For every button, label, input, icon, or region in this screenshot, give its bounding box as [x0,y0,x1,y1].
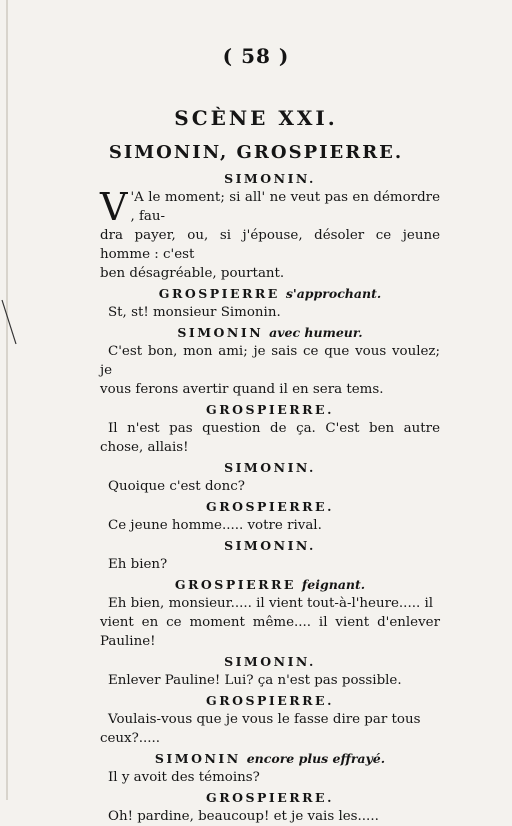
speaker-heading [100,536,440,555]
dialogue-line [100,710,440,729]
line-text: Eh bien? [108,557,168,572]
line-text: Voulais-vous que je vous le fasse dire par tous [108,712,421,727]
line-text: ceux?..... [100,731,161,746]
line-text: C'est bon, mon ami; je sais ce que vous voulez; je [100,344,440,378]
dialogue-line [100,419,440,457]
dialogue-line [100,380,440,399]
speaker-heading [100,652,440,671]
line-text: ben désagréable, pourtant. [100,266,285,281]
scene-title: SCÈNE XXI. [174,106,338,130]
dialogue-line [100,613,440,651]
dialogue-line [100,185,440,229]
speaker-heading [100,458,440,477]
dialogue-line [100,768,440,787]
speaker-name: SIMONIN. [224,654,316,669]
dialogue-line [100,477,440,496]
speaker-heading [100,691,440,710]
speaker-heading [100,749,440,768]
dialogue-line [100,342,440,380]
dialogue-text [100,168,440,826]
speaker-name: GROSPIERRE. [206,693,334,708]
speaker-heading [100,323,440,342]
speaker-name: GROSPIERRE. [206,402,334,417]
speaker-heading [100,788,440,807]
speaker-heading [100,497,440,516]
speaker-name: GROSPIERRE. [206,499,334,514]
drop-cap: V [100,185,128,229]
speaker-name: SIMONIN [177,325,264,340]
dialogue-line [100,303,440,322]
stage-direction: s'approchant. [285,286,382,301]
line-text: Eh bien, monsieur..... il vient tout-à-l'heure..... il [108,596,434,611]
line-text: vient en ce moment même.... il vient d'enlever Pauline! [100,615,440,649]
margin-mark [0,298,18,346]
stage-direction: avec humeur. [269,325,363,340]
speaker-name: GROSPIERRE. [206,790,334,805]
speaker-name: SIMONIN [154,751,241,766]
speaker-name: GROSPIERRE [158,286,280,301]
dialogue-line [100,594,440,613]
speaker-heading [100,169,440,188]
line-text: dra payer, ou, si j'épouse, désoler ce jeune homme : c'est [100,228,440,262]
line-text: St, st! monsieur Simonin. [108,305,281,320]
scene-characters: SIMONIN, GROSPIERRE. [108,142,404,163]
page-number: ( 58 ) [222,44,290,68]
speaker-name: SIMONIN. [224,171,316,186]
dialogue-line [100,264,440,283]
line-text: vous ferons avertir quand il en sera tems. [100,382,384,397]
dialogue-line [100,226,440,264]
stage-direction: feignant. [301,577,366,592]
line-text: Enlever Pauline! Lui? ça n'est pas possible. [108,673,402,688]
dialogue-line [100,671,440,690]
line-text: Il n'est pas question de ça. C'est ben autre chose, allais! [100,421,440,455]
line-text: Quoique c'est donc? [108,479,245,494]
speaker-heading [100,575,440,594]
speaker-heading [100,284,440,303]
stage-direction: encore plus effrayé. [246,751,386,766]
line-text: Il y avoit des témoins? [108,770,260,785]
dialogue-line [100,807,440,826]
dialogue-line [100,555,440,574]
line-text: Oh! pardine, beaucoup! et je vais les..... [108,809,379,824]
dialogue-line [100,729,440,748]
dialogue-line [100,516,440,535]
speaker-heading [100,400,440,419]
line-text: Ce jeune homme..... votre rival. [108,518,322,533]
line-text: 'A le moment; si all' ne veut pas en démordre , fau- [130,190,440,224]
speaker-name: SIMONIN. [224,460,316,475]
speaker-name: SIMONIN. [224,538,316,553]
speaker-name: GROSPIERRE [174,577,296,592]
